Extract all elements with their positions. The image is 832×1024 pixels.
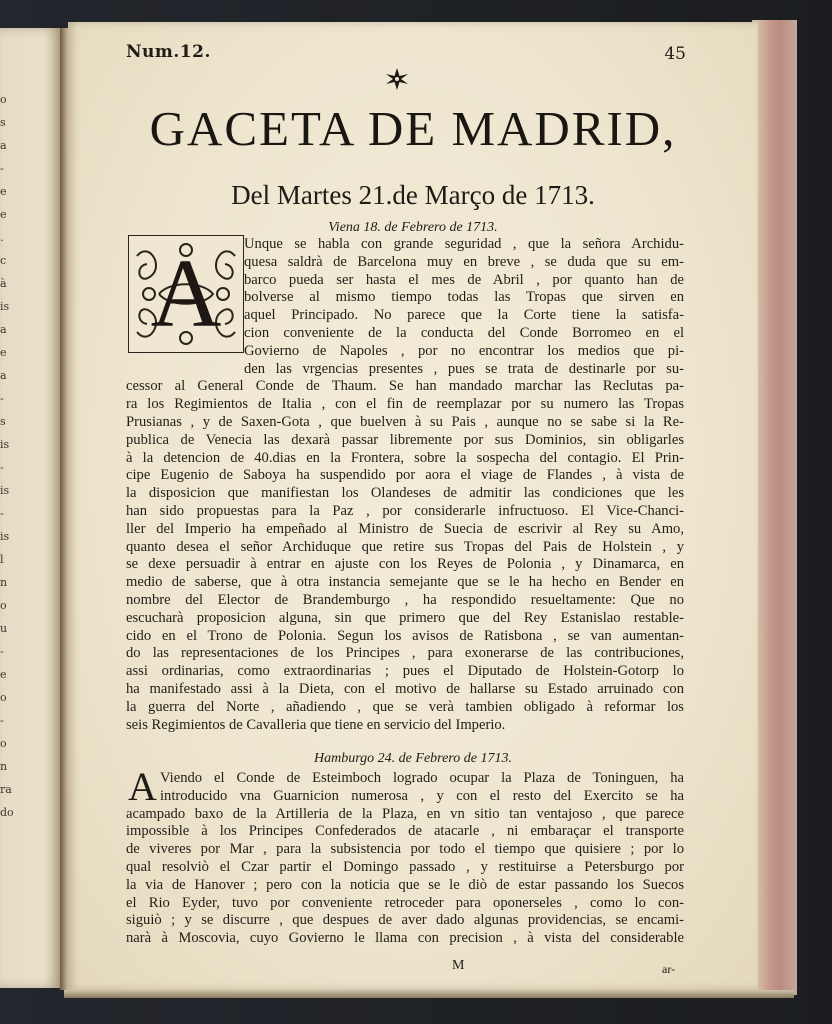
text-line: publica de Venecia las dexarà passar libremente por sus Dominios, sin obligarles [126,431,684,448]
text-line: escucharà proposicion alguna, sin que primero que del Rey Estanislao restable- [126,609,684,626]
text-line: siguiò ; y se discurre , que despues de aver dado algunas providencias, se encami- [126,912,684,929]
facing-page-fragment: ra [0,783,12,796]
text-line: cido en el Trono de Polonia. Segun los avisos de Ratisbona , se van aumentan- [126,627,684,644]
text-line: Viendo el Conde de Esteimboch logrado ocupar la Plaza de Toninguen, ha [160,770,684,786]
text-line: se dexe persuadir à entrar en ajuste con los Reyes de Polonia , y Dinamarca, en [126,556,684,573]
newspaper-title: GACETA DE MADRID, [149,101,677,156]
page-bottom-edge [64,990,794,998]
text-line: impossible à los Principes Confederados de atacarle , ni embaraçar el transporte [126,823,684,840]
text-line: do las representaciones de los Principes , para exonerarse de las contribuciones, [126,645,684,662]
text-line: ller del Imperio ha empeñado al Ministro de Suecia de escrivir al Rey su Amo, [126,520,684,537]
facing-page-edge [0,28,62,988]
facing-page-fragment: o [0,691,7,704]
vienna-article [126,236,684,734]
text-line: cessor al General Conde de Thaum. Se han mandado marchar las Reclutas pa- [126,378,684,395]
text-line: la guerra del Norte , añadiendo , que se verà tambien obligado à reformar los [126,698,684,715]
facing-page-fragment: - [0,162,4,175]
text-line: ra los Regimientos de Italia , con el fin de reemplazar por su numero las Tropas [126,396,684,413]
facing-page-fragment: e [0,668,7,681]
facing-page-fragment: l [0,553,4,566]
facing-page-fragment: - [0,392,4,405]
facing-page-fragment: o [0,737,7,750]
text-line: bolverse al mismo tiempo todas las Tropas que sirven en [244,289,684,306]
text-line: à la detencion de 40.dias en la Frontera, sobre la sospecha del contagio. El Prin- [126,449,684,466]
text-line: seis Regimientos de Cavalleria que tiene en servicio del Imperio. [126,716,506,733]
text-line: han sido propuestas para la Paz , por considerarle infructuoso. El Vice-Chanci- [126,502,684,519]
issue-number: Num.12. [126,42,211,62]
facing-page-fragment: e [0,346,7,359]
facing-page-fragment: o [0,93,7,106]
text-line: cion conveniente de la conducta del Conde Borromeo en el [244,324,684,341]
text-line: ha manifestado assi à la Dieta, con el motivo de hallarse su Estado arruinado con [126,680,684,697]
facing-page-fragment: a [0,323,7,336]
text-line: quanto desea el señor Archiduque que retire sus Tropas del Pais de Holstein , y [126,538,684,555]
facing-page-fragment: e [0,208,7,221]
text-line: nombre del Elector de Brandemburgo , ha respondido resueltamente: Que no [126,591,684,608]
text-line: de viveres por Mar , para la subsistencia por todo el tiempo que quisiere ; por lo [126,841,684,858]
hamburg-dateline: Hamburgo 24. de Febrero de 1713. [314,751,512,766]
vienna-dateline: Viena 18. de Febrero de 1713. [328,220,498,235]
cross-pattee-icon [384,66,410,92]
text-line: medio de saberse, que à otra instancia semejante que se le ha hecho en Bender en [126,574,684,591]
facing-page-fragment: a [0,369,7,382]
text-line: narà à Moscovia, cuyo Govierno le llama con precision , à vista del considerable [126,930,684,947]
text-line: la disposicion que manifiestan los Olandeses de admitir las condiciones que les [126,485,684,502]
text-line: introducido vna Guarnicion numerosa , y con el resto del Exercito se ha [160,787,684,804]
catchword: ar- [662,962,676,976]
text-line: la via de Hanover ; pero con la noticia que se le diò de estar passando los Suecos [126,876,684,893]
facing-page-fragment: s [0,415,6,428]
text-line: Prusianas , y de Saxen-Gota , que buelven à su Pais , aunque no se sabe si la Re- [126,413,684,430]
facing-page-fragment: a [0,139,7,152]
signature-mark: M [452,958,465,973]
facing-page-fragment: e [0,185,7,198]
dropcap-letter: A [150,240,222,348]
text-line: den las vrgencias presentes , pues se trata de destinarle por su- [244,360,684,377]
gazette-page [68,22,758,990]
facing-page-fragment: is [0,438,10,451]
facing-page-fragment: do [0,806,14,819]
hamburg-article [126,770,684,948]
text-line: barco pueda ser hasta el mes de Abril , por quanto han de [244,271,684,288]
facing-page-fragment: u [0,622,8,635]
text-line: Unque se habla con grande seguridad , que la señora Archidu- [244,236,684,252]
text-line: acampado baxo de la Artilleria de la Plaza, en vn sitio tan ventajoso , que parece [126,805,684,822]
text-line: el Rio Eyder, tuvo por conveniente retroceder para oponerseles , como lo con- [126,894,684,911]
facing-page-fragment: is [0,484,10,497]
text-line: quesa saldrà de Barcelona muy en breve , se duda que su em- [244,253,684,270]
facing-page-fragment: o [0,599,7,612]
facing-page-fragment: . [0,231,4,244]
facing-page-fragment: - [0,507,4,520]
facing-page-fragment: n [0,576,8,589]
page-stack-edge [752,20,797,995]
facing-page-fragment: n [0,760,8,773]
page-number: 45 [664,44,686,64]
facing-page-fragment: c [0,254,7,267]
facing-page-fragment: is [0,300,10,313]
text-line: cipe Eugenio de Saboya ha suspendido por aora el viage de Flandes , à vista de [126,467,684,484]
facing-page-fragment: - [0,645,4,658]
facing-page-margin-text [0,88,14,824]
text-line: aquel Principado. No parece que la Corte tiene la satisfa- [244,307,684,324]
issue-dateline: Del Martes 21.de Março de 1713. [231,180,595,210]
text-line: assi ordinarias, como extraordinarias ; pues el Diputado de Holstein-Gotorp lo [126,663,684,680]
text-line: Govierno de Napoles , por no encontrar los medios que pi- [244,342,684,359]
facing-page-fragment: s [0,116,6,129]
facing-page-fragment: - [0,714,4,727]
facing-page-fragment: à [0,277,7,290]
facing-page-fragment: is [0,530,10,543]
hamburg-initial-letter: A [128,764,157,809]
facing-page-fragment: - [0,461,4,474]
text-line: qual resolviò el Czar partir el Domingo passado , y restituirse a Petersburgo por [126,858,684,875]
